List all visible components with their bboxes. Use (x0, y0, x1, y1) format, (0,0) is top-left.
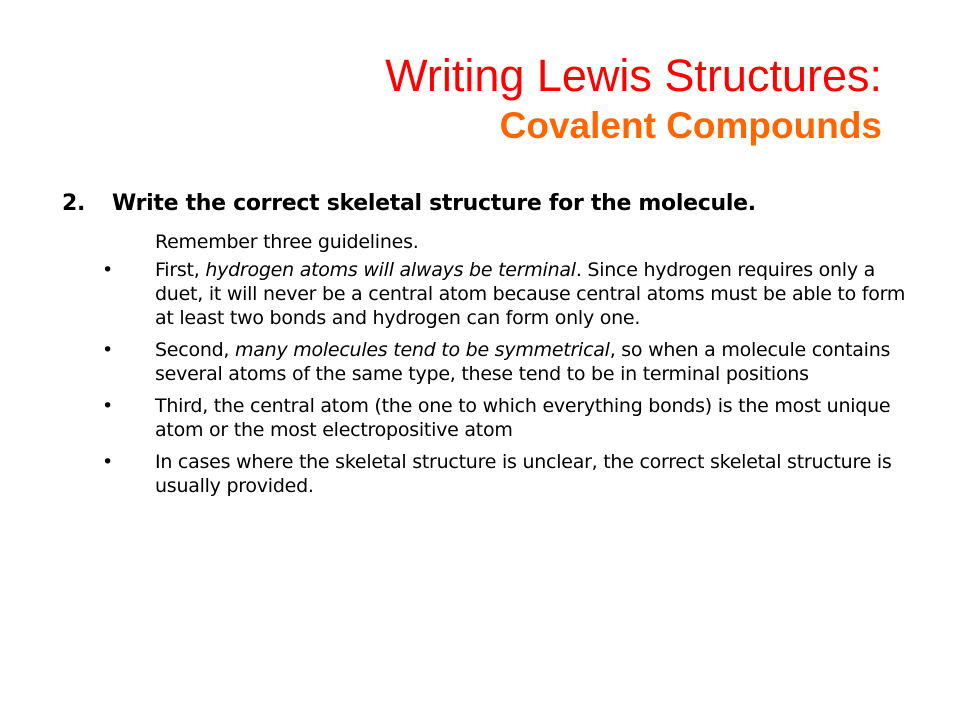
title-line-1: Writing Lewis Structures: (385, 50, 882, 101)
guideline-item (102, 394, 925, 442)
intro-text: Remember three guidelines. (155, 231, 419, 253)
guideline-emphasis: hydrogen atoms will always be terminal (205, 259, 576, 281)
guideline-item (102, 258, 925, 330)
guideline-text (155, 395, 890, 441)
guideline-lead: Second, (155, 339, 236, 361)
bullet-icon: • (102, 259, 113, 281)
bullet-icon: • (102, 395, 113, 417)
guideline-rest: . Since hydrogen requires only a duet, it will never be a central atom because central atoms must be able to form at least two bonds and hydrogen can form only one. (155, 259, 906, 329)
guideline-list (102, 258, 925, 506)
guideline-rest: , so when a molecule contains several atoms of the same type, these tend to be in terminal positions (155, 339, 891, 385)
guideline-item (102, 338, 925, 386)
guideline-text (155, 451, 892, 497)
title-line-2: Covalent Compounds (499, 105, 882, 147)
guideline-emphasis: many molecules tend to be symmetrical (235, 339, 610, 361)
guideline-text (155, 339, 890, 385)
slide-title (385, 50, 882, 147)
guideline-lead: In cases where the skeletal structure is unclear, the correct skeletal structure is usually provided. (155, 451, 892, 497)
guideline-item (102, 450, 925, 498)
guideline-lead: Third, the central atom (the one to which everything bonds) is the most unique atom or the most electropositive atom (155, 395, 891, 441)
step-heading (62, 191, 756, 216)
bullet-icon: • (102, 339, 113, 361)
bullet-icon: • (102, 451, 113, 473)
step-number: 2. (62, 191, 86, 216)
guideline-text (155, 259, 905, 329)
step-heading-text: Write the correct skeletal structure for the molecule. (112, 191, 756, 216)
guideline-lead: First, (155, 259, 206, 281)
